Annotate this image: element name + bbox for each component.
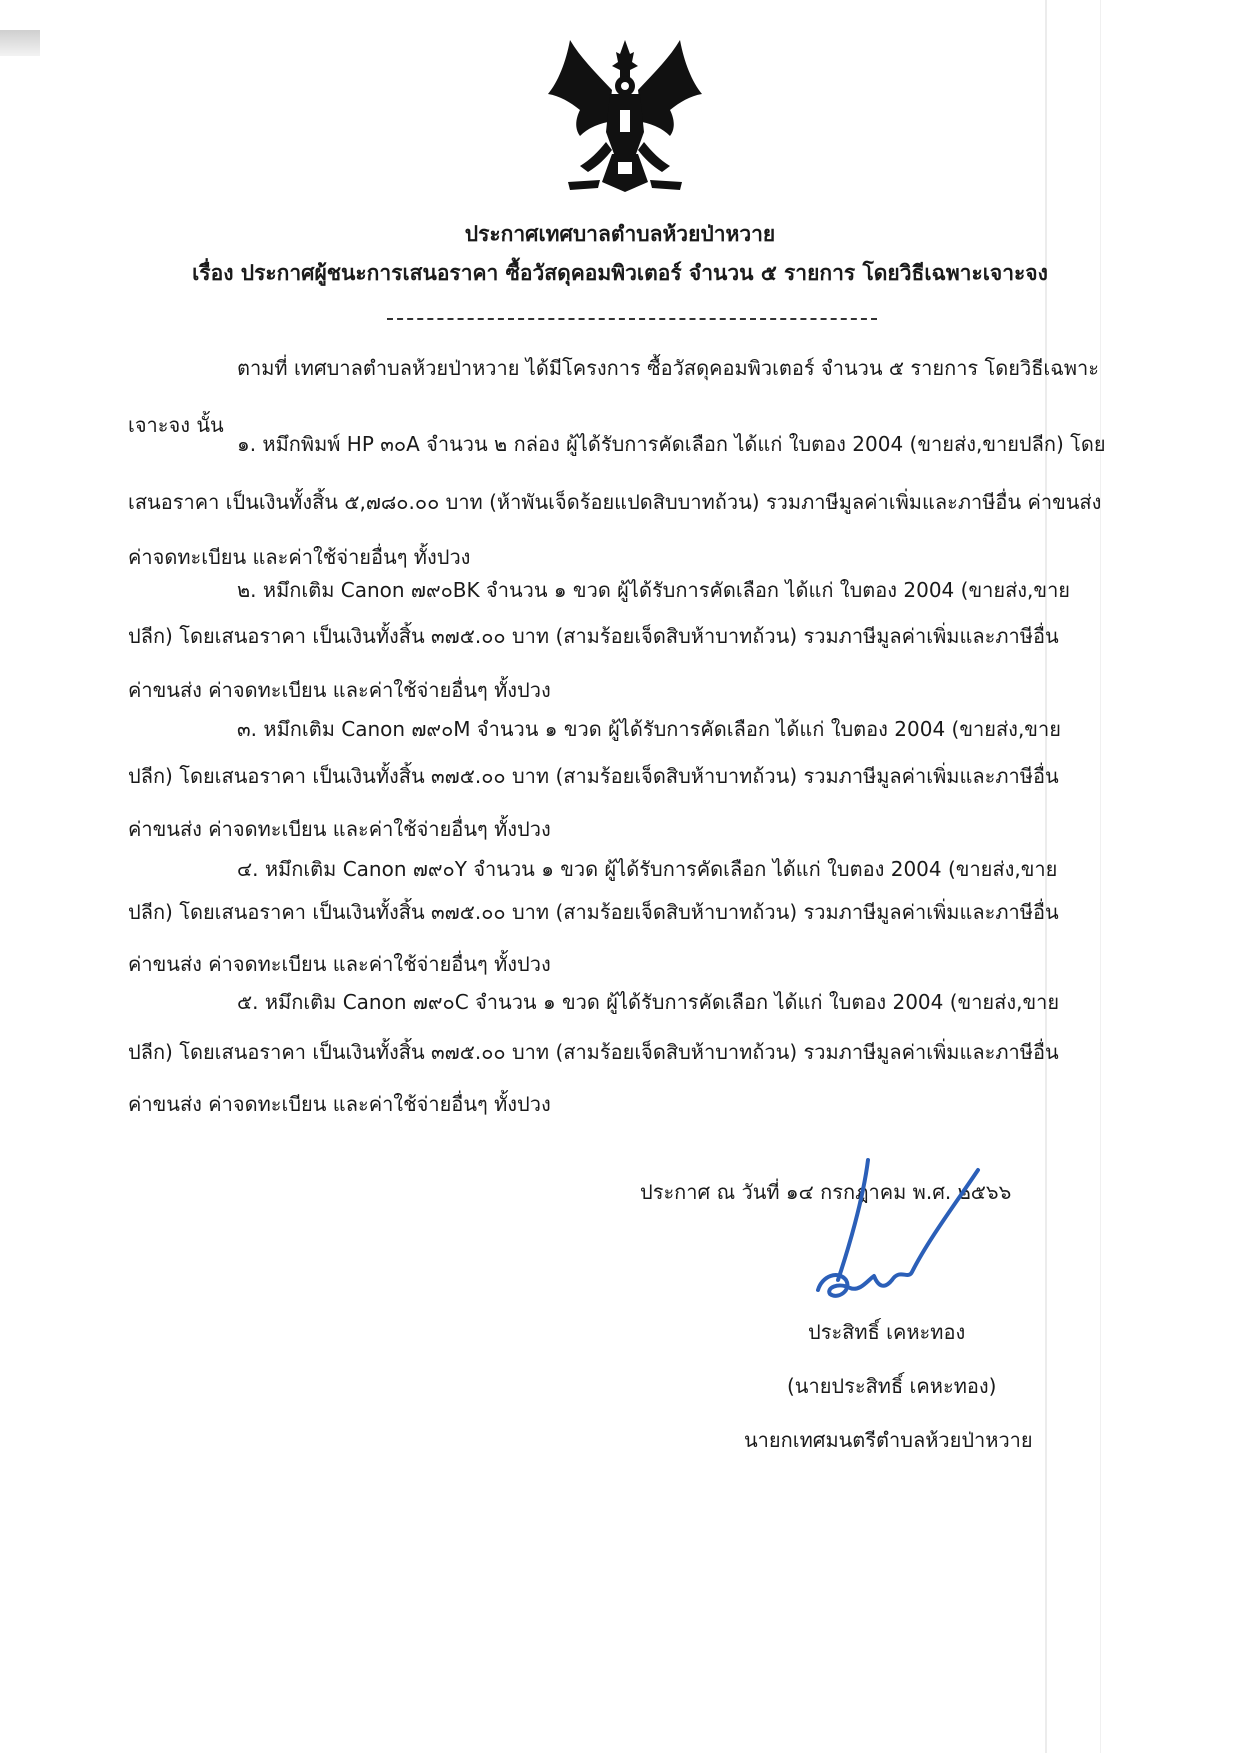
garuda-emblem-icon xyxy=(540,32,710,202)
document-subject: เรื่อง ประกาศผู้ชนะการเสนอราคา ซื้อวัสดุคอมพิวเตอร์ จำนวน ๕ รายการ โดยวิธีเฉพาะเจาะจง xyxy=(192,261,1048,285)
intro-line: ตามที่ เทศบาลตำบลห้วยป่าหวาย ได้มีโครงการ ซื้อวัสดุคอมพิวเตอร์ จำนวน ๕ รายการ โดยวิธีเฉพาะ xyxy=(237,356,1100,380)
list-item-line: เสนอราคา เป็นเงินทั้งสิ้น ๕,๗๘๐.๐๐ บาท (ห้าพันเจ็ดร้อยแปดสิบบาทถ้วน) รวมภาษีมูลค่าเพิ่มและภาษีอื่น ค่าขนส่ง xyxy=(128,490,1102,514)
list-item-line: ปลีก) โดยเสนอราคา เป็นเงินทั้งสิ้น ๓๗๕.๐๐ บาท (สามร้อยเจ็ดสิบห้าบาทถ้วน) รวมภาษีมูลค่าเพิ่มและภาษีอื่น xyxy=(128,1040,1059,1064)
list-item-line: ๓. หมึกเติม Canon ๗๙๐M จำนวน ๑ ขวด ผู้ได้รับการคัดเลือก ได้แก่ ใบตอง 2004 (ขายส่ง,ขาย xyxy=(237,717,1061,741)
list-item-line: ๕. หมึกเติม Canon ๗๙๐C จำนวน ๑ ขวด ผู้ได้รับการคัดเลือก ได้แก่ ใบตอง 2004 (ขายส่ง,ขาย xyxy=(237,990,1060,1014)
signer-position: นายกเทศมนตรีตำบลห้วยป่าหวาย xyxy=(744,1428,1033,1452)
list-item-line: ค่าขนส่ง ค่าจดทะเบียน และค่าใช้จ่ายอื่นๆ ทั้งปวง xyxy=(128,952,551,976)
title-divider xyxy=(387,318,877,320)
document-title: ประกาศเทศบาลตำบลห้วยป่าหวาย xyxy=(464,222,776,246)
list-item-line: ปลีก) โดยเสนอราคา เป็นเงินทั้งสิ้น ๓๗๕.๐๐ บาท (สามร้อยเจ็ดสิบห้าบาทถ้วน) รวมภาษีมูลค่าเพิ่มและภาษีอื่น xyxy=(128,900,1059,924)
list-item-line: ๔. หมึกเติม Canon ๗๙๐Y จำนวน ๑ ขวด ผู้ได้รับการคัดเลือก ได้แก่ ใบตอง 2004 (ขายส่ง,ขาย xyxy=(237,857,1058,881)
signer-full-name: (นายประสิทธิ์ เคหะทอง) xyxy=(787,1374,997,1398)
list-item-line: ค่าขนส่ง ค่าจดทะเบียน และค่าใช้จ่ายอื่นๆ ทั้งปวง xyxy=(128,678,551,702)
list-item-line: ค่าขนส่ง ค่าจดทะเบียน และค่าใช้จ่ายอื่นๆ ทั้งปวง xyxy=(128,1092,551,1116)
list-item-line: ๑. หมึกพิมพ์ HP ๓๐A จำนวน ๒ กล่อง ผู้ได้รับการคัดเลือก ได้แก่ ใบตอง 2004 (ขายส่ง,ขายปลีก) โดย xyxy=(237,432,1106,456)
list-item-line: ค่าจดทะเบียน และค่าใช้จ่ายอื่นๆ ทั้งปวง xyxy=(128,545,471,569)
announcement-date: ประกาศ ณ วันที่ ๑๔ กรกฎาคม พ.ศ. ๒๕๖๖ xyxy=(640,1180,1012,1204)
list-item-line: ๒. หมึกเติม Canon ๗๙๐BK จำนวน ๑ ขวด ผู้ได้รับการคัดเลือก ได้แก่ ใบตอง 2004 (ขายส่ง,ขาย xyxy=(237,578,1071,602)
list-item-line: ค่าขนส่ง ค่าจดทะเบียน และค่าใช้จ่ายอื่นๆ ทั้งปวง xyxy=(128,817,551,841)
list-item-line: ปลีก) โดยเสนอราคา เป็นเงินทั้งสิ้น ๓๗๕.๐๐ บาท (สามร้อยเจ็ดสิบห้าบาทถ้วน) รวมภาษีมูลค่าเพิ่มและภาษีอื่น xyxy=(128,764,1059,788)
signer-name: ประสิทธิ์ เคหะทอง xyxy=(808,1320,966,1344)
list-item-line: ปลีก) โดยเสนอราคา เป็นเงินทั้งสิ้น ๓๗๕.๐๐ บาท (สามร้อยเจ็ดสิบห้าบาทถ้วน) รวมภาษีมูลค่าเพิ่มและภาษีอื่น xyxy=(128,624,1059,648)
scan-artifact xyxy=(0,30,40,56)
handwritten-signature xyxy=(808,1140,1028,1320)
intro-line: เจาะจง นั้น xyxy=(128,413,224,437)
